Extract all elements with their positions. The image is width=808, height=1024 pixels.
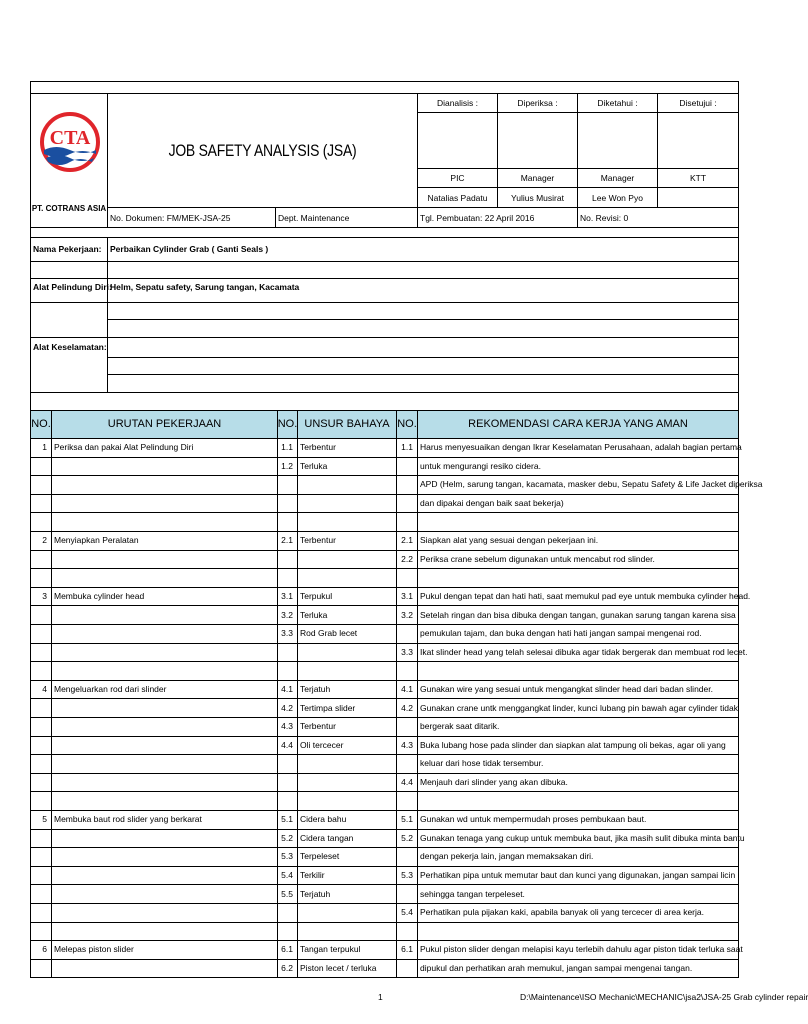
safety-extra-row-2 — [30, 375, 739, 393]
recommendation-no — [397, 848, 418, 867]
job-name-row — [30, 238, 739, 262]
recommendation-no: 3.1 — [397, 588, 418, 607]
step-text — [52, 551, 278, 570]
hazard-no — [278, 495, 298, 514]
step-no — [30, 569, 52, 588]
job-spacer-row — [30, 262, 739, 279]
table-row — [30, 755, 739, 774]
table-row — [30, 662, 739, 681]
ppe-extra-row-2 — [30, 320, 739, 338]
role-1: PIC — [418, 169, 498, 188]
step-text — [52, 476, 278, 495]
hazard-text: Terkilir — [298, 867, 397, 886]
hazard-text: Terbentur — [298, 718, 397, 737]
hazard-no: 5.1 — [278, 811, 298, 830]
hazard-text: Tertimpa slider — [298, 699, 397, 718]
recommendation-text: Ikat slinder head yang telah selesai dibuka agar tidak bergerak dan membuat rod lecet. — [418, 644, 739, 663]
table-row — [30, 476, 763, 495]
step-text — [52, 960, 278, 979]
step-text: Menyiapkan Peralatan — [52, 532, 278, 551]
recommendation-no — [397, 923, 418, 942]
hazard-no — [278, 569, 298, 588]
approver-name-4 — [658, 188, 739, 208]
company-logo-area — [30, 94, 108, 228]
step-no — [30, 495, 52, 514]
hazard-no — [278, 513, 298, 532]
hazard-no: 6.1 — [278, 941, 298, 960]
table-row — [30, 495, 739, 514]
step-no — [30, 662, 52, 681]
step-text — [52, 718, 278, 737]
recommendation-no — [397, 662, 418, 681]
step-text — [52, 606, 278, 625]
step-text — [52, 755, 278, 774]
recommendation-no — [397, 718, 418, 737]
step-no — [30, 755, 52, 774]
blank-top-row — [30, 81, 739, 94]
department: Dept. Maintenance — [276, 208, 418, 228]
hazard-no: 4.2 — [278, 699, 298, 718]
recommendation-no: 4.2 — [397, 699, 418, 718]
step-no — [30, 644, 52, 663]
hazard-no — [278, 792, 298, 811]
recommendation-no: 4.3 — [397, 737, 418, 756]
hazard-text: Terpukul — [298, 588, 397, 607]
creation-date: Tgl. Pembuatan: 22 April 2016 — [418, 208, 578, 228]
ppe-value: Helm, Sepatu safety, Sarung tangan, Kacamata — [108, 279, 739, 303]
hazard-text — [298, 662, 397, 681]
recommendation-text: sehingga tangan terpeleset. — [418, 885, 739, 904]
hazard-text: Terluka — [298, 606, 397, 625]
step-text — [52, 625, 278, 644]
step-text — [52, 792, 278, 811]
recommendation-text: Periksa crane sebelum digunakan untuk mencabut rod slinder. — [418, 551, 739, 570]
step-no — [30, 718, 52, 737]
safety-row — [30, 338, 739, 358]
step-no — [30, 885, 52, 904]
step-no — [30, 606, 52, 625]
approver-name-1: Natalias Padatu — [418, 188, 498, 208]
hazard-no: 2.1 — [278, 532, 298, 551]
header-recommendations: REKOMENDASI CARA KERJA YANG AMAN — [418, 411, 739, 439]
header-no-hazard: NO. — [278, 411, 298, 439]
table-header-row — [30, 411, 739, 439]
recommendation-no — [397, 569, 418, 588]
recommendation-no — [397, 625, 418, 644]
header-hazards: UNSUR BAHAYA — [298, 411, 397, 439]
table-row — [30, 439, 742, 458]
logo-text: CTA — [49, 127, 91, 149]
table-row — [30, 551, 739, 570]
step-no — [30, 904, 52, 923]
hazard-no: 5.3 — [278, 848, 298, 867]
step-text — [52, 513, 278, 532]
step-text — [52, 495, 278, 514]
step-text — [52, 830, 278, 849]
hazard-text: Cidera bahu — [298, 811, 397, 830]
hazard-no — [278, 644, 298, 663]
table-row — [30, 960, 739, 979]
recommendation-no — [397, 513, 418, 532]
hazard-text: Cidera tangan — [298, 830, 397, 849]
step-no: 3 — [30, 588, 52, 607]
recommendation-no: 2.1 — [397, 532, 418, 551]
table-row — [30, 569, 739, 588]
table-row — [30, 904, 739, 923]
hazard-text: Terluka — [298, 458, 397, 477]
step-no — [30, 737, 52, 756]
hazard-text: Terjatuh — [298, 885, 397, 904]
role-4: KTT — [658, 169, 739, 188]
cta-logo — [32, 102, 108, 212]
step-no — [30, 774, 52, 793]
header-no-recommendation: NO. — [397, 411, 418, 439]
signature-box-2 — [498, 113, 578, 169]
hazard-text — [298, 513, 397, 532]
recommendation-no: 6.1 — [397, 941, 418, 960]
recommendation-text: Menjauh dari slinder yang akan dibuka. — [418, 774, 739, 793]
hazard-text — [298, 569, 397, 588]
step-no — [30, 830, 52, 849]
recommendation-text: APD (Helm, sarung tangan, kacamata, masker debu, Sepatu Safety & Life Jacket diperiksa — [418, 476, 739, 495]
hazard-no: 3.2 — [278, 606, 298, 625]
hazard-no — [278, 662, 298, 681]
table-row — [30, 885, 739, 904]
header-steps: URUTAN PEKERJAAN — [52, 411, 278, 439]
step-no — [30, 960, 52, 979]
table-row — [30, 588, 751, 607]
step-text — [52, 848, 278, 867]
hazard-text — [298, 644, 397, 663]
recommendation-text: untuk mengurangi resiko cidera. — [418, 458, 739, 477]
title-box — [108, 94, 418, 208]
step-no — [30, 699, 52, 718]
page-number: 1 — [378, 992, 383, 1002]
hazard-text: Terpeleset — [298, 848, 397, 867]
hazard-text: Piston lecet / terluka — [298, 960, 397, 979]
step-text: Membuka baut rod slider yang berkarat — [52, 811, 278, 830]
step-text — [52, 923, 278, 942]
step-text: Membuka cylinder head — [52, 588, 278, 607]
hazard-text — [298, 495, 397, 514]
recommendation-no: 4.1 — [397, 681, 418, 700]
table-row — [30, 699, 739, 718]
recommendation-no — [397, 960, 418, 979]
recommendation-text: Perhatikan pipa untuk memutar baut dan kunci yang digunakan, jangan sampai licin — [418, 867, 739, 886]
recommendation-text: bergerak saat ditarik. — [418, 718, 739, 737]
approval-header-approved: Disetujui : — [658, 94, 739, 113]
hazard-no — [278, 904, 298, 923]
recommendation-no: 5.2 — [397, 830, 418, 849]
recommendation-no: 4.4 — [397, 774, 418, 793]
recommendation-text: dipukul dan perhatikan arah memukul, jangan sampai mengenai tangan. — [418, 960, 739, 979]
recommendation-no: 5.4 — [397, 904, 418, 923]
recommendation-text — [418, 569, 739, 588]
doc-number: No. Dokumen: FM/MEK-JSA-25 — [108, 208, 276, 228]
hazard-no: 5.2 — [278, 830, 298, 849]
recommendation-no: 5.3 — [397, 867, 418, 886]
spacer-row-2 — [30, 393, 739, 411]
table-row — [30, 737, 739, 756]
recommendation-text: Perhatikan pula pijakan kaki, apabila banyak oli yang tercecer di area kerja. — [418, 904, 739, 923]
table-row — [30, 513, 739, 532]
step-no: 1 — [30, 439, 52, 458]
hazard-no: 6.2 — [278, 960, 298, 979]
table-row — [30, 458, 739, 477]
approver-name-3: Lee Won Pyo — [578, 188, 658, 208]
header-no: NO. — [30, 411, 52, 439]
hazard-text — [298, 792, 397, 811]
job-name-label: Nama Pekerjaan: — [30, 238, 108, 262]
hazard-no — [278, 551, 298, 570]
recommendation-text: dan dipakai dengan baik saat bekerja) — [418, 495, 739, 514]
step-no: 4 — [30, 681, 52, 700]
signature-box-4 — [658, 113, 739, 169]
table-row — [30, 532, 739, 551]
table-row — [30, 644, 748, 663]
page-title: JOB SAFETY ANALYSIS (JSA) — [168, 140, 357, 160]
recommendation-text — [418, 923, 739, 942]
hazard-no — [278, 476, 298, 495]
step-text — [52, 737, 278, 756]
table-row — [30, 681, 739, 700]
table-row — [30, 606, 739, 625]
hazard-text — [298, 774, 397, 793]
safety-value — [108, 338, 739, 358]
hazard-text: Terjatuh — [298, 681, 397, 700]
signature-box-3 — [578, 113, 658, 169]
hazard-text — [298, 755, 397, 774]
step-text — [52, 699, 278, 718]
hazard-text: Tangan terpukul — [298, 941, 397, 960]
hazard-no: 3.3 — [278, 625, 298, 644]
recommendation-no — [397, 458, 418, 477]
step-text: Mengeluarkan rod dari slinder — [52, 681, 278, 700]
recommendation-no: 5.1 — [397, 811, 418, 830]
table-row — [30, 792, 739, 811]
table-row — [30, 867, 739, 886]
hazard-no: 5.5 — [278, 885, 298, 904]
step-no — [30, 551, 52, 570]
step-no — [30, 867, 52, 886]
recommendation-no — [397, 885, 418, 904]
recommendation-text: Pukul piston slider dengan melapisi kayu terlebih dahulu agar piston tidak terluka saat — [418, 941, 739, 960]
hazard-no: 4.3 — [278, 718, 298, 737]
safety-label: Alat Keselamatan: — [30, 338, 108, 358]
table-row — [30, 941, 743, 960]
step-text — [52, 458, 278, 477]
recommendation-no — [397, 792, 418, 811]
step-text — [52, 867, 278, 886]
role-2: Manager — [498, 169, 578, 188]
hazard-no: 1.2 — [278, 458, 298, 477]
step-text — [52, 904, 278, 923]
job-name-value: Perbaikan Cylinder Grab ( Ganti Seals ) — [108, 238, 739, 262]
hazard-text: Terbentur — [298, 439, 397, 458]
recommendation-text: Gunakan wd untuk mempermudah proses pembukaan baut. — [418, 811, 739, 830]
step-no — [30, 513, 52, 532]
approval-header-checked: Diperiksa : — [498, 94, 578, 113]
hazard-no — [278, 755, 298, 774]
approver-name-2: Yulius Musirat — [498, 188, 578, 208]
file-path: D:\Maintenance\ISO Mechanic\MECHANIC\jsa2\JSA-25 Grab cylinder repair — [520, 992, 808, 1002]
recommendation-text: dengan pekerja lain, jangan memaksakan diri. — [418, 848, 739, 867]
hazard-no: 3.1 — [278, 588, 298, 607]
step-text — [52, 569, 278, 588]
step-no: 6 — [30, 941, 52, 960]
step-no — [30, 476, 52, 495]
recommendation-text: Gunakan crane untk menggangkat linder, kunci lubang pin bawah agar cylinder tidak — [418, 699, 739, 718]
hazard-text — [298, 476, 397, 495]
recommendation-no: 2.2 — [397, 551, 418, 570]
hazard-text — [298, 923, 397, 942]
table-row — [30, 811, 739, 830]
role-3: Manager — [578, 169, 658, 188]
recommendation-text — [418, 662, 739, 681]
step-text — [52, 774, 278, 793]
step-text — [52, 885, 278, 904]
table-row — [30, 774, 739, 793]
step-text — [52, 644, 278, 663]
approval-header-analyzed: Dianalisis : — [418, 94, 498, 113]
step-no — [30, 458, 52, 477]
spacer-row — [30, 228, 739, 238]
safety-extra-row-1 — [30, 358, 739, 375]
recommendation-no — [397, 476, 418, 495]
company-name: PT. COTRANS ASIA — [31, 204, 107, 213]
hazard-no: 4.1 — [278, 681, 298, 700]
ppe-extra-row-1 — [30, 303, 739, 320]
hazard-text: Terbentur — [298, 532, 397, 551]
hazard-no — [278, 923, 298, 942]
signature-box-1 — [418, 113, 498, 169]
recommendation-text — [418, 792, 739, 811]
approval-header-known: Diketahui : — [578, 94, 658, 113]
step-no — [30, 792, 52, 811]
hazard-text: Rod Grab lecet — [298, 625, 397, 644]
step-no: 5 — [30, 811, 52, 830]
hazard-no — [278, 774, 298, 793]
recommendation-text: keluar dari hose tidak tersembur. — [418, 755, 739, 774]
step-no — [30, 923, 52, 942]
recommendation-text: Gunakan tenaga yang cukup untuk membuka baut, jika masih sulit dibuka minta bantu — [418, 830, 739, 849]
recommendation-no — [397, 755, 418, 774]
table-row — [30, 830, 745, 849]
recommendation-text: Setelah ringan dan bisa dibuka dengan tangan, gunakan sarung tangan karena sisa — [418, 606, 739, 625]
table-row — [30, 848, 739, 867]
recommendation-no — [397, 495, 418, 514]
step-no — [30, 848, 52, 867]
step-text: Melepas piston slider — [52, 941, 278, 960]
hazard-no: 5.4 — [278, 867, 298, 886]
ppe-label: Alat Pelindung Diri: — [30, 279, 108, 303]
ppe-row — [30, 279, 739, 303]
recommendation-text: Pukul dengan tepat dan hati hati, saat memukul pad eye untuk membuka cylinder head. — [418, 588, 739, 607]
hazard-text — [298, 904, 397, 923]
step-text — [52, 662, 278, 681]
step-no — [30, 625, 52, 644]
table-row — [30, 923, 739, 942]
step-text: Periksa dan pakai Alat Pelindung Diri — [52, 439, 278, 458]
recommendation-no: 3.3 — [397, 644, 418, 663]
recommendation-text: Siapkan alat yang sesuai dengan pekerjaan ini. — [418, 532, 739, 551]
recommendation-text: Gunakan wire yang sesuai untuk mengangkat slinder head dari badan slinder. — [418, 681, 739, 700]
hazard-no: 4.4 — [278, 737, 298, 756]
table-row — [30, 718, 739, 737]
table-row — [30, 625, 739, 644]
hazard-text — [298, 551, 397, 570]
recommendation-text: pemukulan tajam, dan buka dengan hati hati jangan sampai mengenai rod. — [418, 625, 739, 644]
recommendation-no: 1.1 — [397, 439, 418, 458]
recommendation-text: Harus menyesuaikan dengan Ikrar Keselamatan Perusahaan, adalah bagian pertama — [418, 439, 739, 458]
revision-number: No. Revisi: 0 — [578, 208, 739, 228]
step-no: 2 — [30, 532, 52, 551]
hazard-no: 1.1 — [278, 439, 298, 458]
recommendation-text: Buka lubang hose pada slinder dan siapkan alat tampung oli bekas, agar oli yang — [418, 737, 739, 756]
recommendation-no: 3.2 — [397, 606, 418, 625]
hazard-text: Oli tercecer — [298, 737, 397, 756]
recommendation-text — [418, 513, 739, 532]
